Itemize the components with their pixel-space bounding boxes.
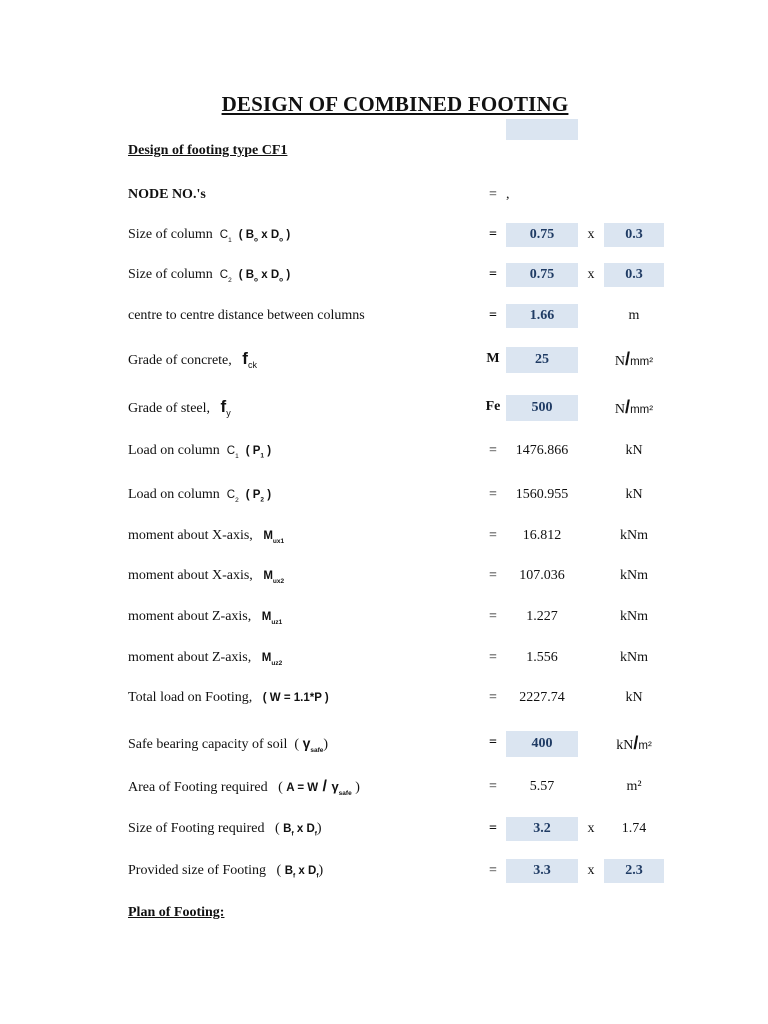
label-text: Grade of steel, bbox=[128, 401, 211, 416]
column-distance-equals: = bbox=[489, 308, 497, 323]
moment-ux2-label bbox=[128, 562, 284, 590]
page-title: DESIGN OF COMBINED FOOTING bbox=[221, 92, 569, 116]
width-subscript: o bbox=[254, 276, 259, 284]
column-subscript: 2 bbox=[235, 496, 239, 504]
depth-subscript: o bbox=[279, 276, 284, 284]
node-label: NODE NO.'s bbox=[128, 187, 206, 202]
label-text: Load on column bbox=[128, 443, 220, 458]
node-equals: = bbox=[489, 187, 497, 202]
column-subscript: 1 bbox=[235, 452, 239, 460]
label-text: Size of Footing required bbox=[128, 821, 265, 836]
concrete-grade-label bbox=[128, 345, 257, 373]
load-symbol: P bbox=[252, 445, 261, 457]
moment-subscript: ux2 bbox=[272, 577, 285, 585]
label-text: Grade of concrete, bbox=[128, 353, 232, 368]
width-subscript: f bbox=[293, 872, 296, 880]
row-moment-ux2 bbox=[0, 562, 768, 590]
depth-symbol: D bbox=[306, 823, 315, 835]
column-c1-width-input[interactable]: 0.75 bbox=[506, 223, 578, 247]
depth-symbol: D bbox=[270, 269, 280, 281]
moment-uz1-label bbox=[128, 603, 282, 631]
concrete-grade-input[interactable]: 25 bbox=[506, 347, 578, 373]
load-c1-value: 1476.866 bbox=[515, 443, 569, 458]
area-required-label: Area of Footing required ( $A = W / \gamma_{safe}$ ) bbox=[128, 778, 360, 797]
unit-numerator: N bbox=[614, 354, 626, 369]
moment-ux1-equals: = bbox=[489, 528, 497, 543]
depth-symbol: D bbox=[270, 229, 280, 241]
moment-ux1-label bbox=[128, 522, 284, 550]
load-c2-label: Load on column $C_2$ ( $P_2$ ) bbox=[128, 487, 272, 504]
footing-size-provided-times: x bbox=[587, 863, 595, 878]
sbc-label: Safe bearing capacity of soil ( $\gamma_{safe}$) bbox=[128, 735, 329, 754]
plan-of-footing-heading: Plan of Footing: bbox=[128, 905, 225, 920]
moment-symbol: M bbox=[261, 652, 272, 664]
steel-grade-unit: N/mm² bbox=[614, 397, 654, 417]
depth-subscript: f bbox=[314, 830, 317, 838]
moment-symbol: M bbox=[263, 530, 273, 542]
column-symbol: C bbox=[219, 269, 229, 281]
footing-width-required-input[interactable]: 3.2 bbox=[506, 817, 578, 841]
row-moment-uz1 bbox=[0, 603, 768, 631]
column-c2-size-label: Size of column $C_2$ ( $B_o$ x $D_o$ ) bbox=[128, 267, 291, 284]
label-text: moment about Z-axis, bbox=[128, 650, 252, 665]
row-column-c1-size bbox=[0, 221, 768, 249]
total-load-value: 2227.74 bbox=[519, 690, 565, 705]
total-load-equals: = bbox=[489, 690, 497, 705]
load-c1-equals: = bbox=[489, 443, 497, 458]
row-area-required bbox=[0, 773, 768, 801]
label-text: Provided size of Footing bbox=[128, 863, 267, 878]
total-load-formula: ( W = 1.1*P ) bbox=[262, 692, 329, 704]
gamma-subscript: safe bbox=[310, 746, 324, 754]
label-text: Area of Footing required bbox=[128, 780, 268, 795]
fy-symbol: f bbox=[220, 397, 227, 416]
row-column-distance bbox=[0, 302, 768, 330]
gamma-symbol: γ bbox=[331, 779, 339, 794]
fck-subscript: ck bbox=[247, 359, 257, 370]
label-text: Size of column bbox=[128, 267, 213, 282]
sbc-unit: kN/m² bbox=[616, 733, 652, 753]
column-c1-size-label: Size of column $C_1$ ( $B_o$ x $D_o$ ) bbox=[128, 227, 291, 244]
width-subscript: o bbox=[254, 236, 259, 244]
total-load-label bbox=[128, 684, 329, 712]
steel-grade-label bbox=[128, 393, 231, 421]
label-text: Size of column bbox=[128, 227, 213, 242]
moment-uz2-equals: = bbox=[489, 650, 497, 665]
unit-denominator: mm² bbox=[630, 404, 654, 416]
footing-type-heading: Design of footing type CF1 bbox=[128, 143, 288, 158]
load-subscript: 1 bbox=[260, 452, 265, 460]
unit-numerator: N bbox=[614, 402, 626, 417]
column-subscript: 2 bbox=[228, 276, 232, 284]
unit-denominator: mm² bbox=[630, 356, 654, 368]
steel-grade-input[interactable]: 500 bbox=[506, 395, 578, 421]
footing-size-required-label: Size of Footing required ( $B_f$ x $D_f$) bbox=[128, 821, 322, 838]
load-subscript: 2 bbox=[260, 496, 265, 504]
unit-numerator: kN bbox=[616, 738, 634, 753]
column-c1-times: x bbox=[587, 227, 595, 242]
column-c1-equals: = bbox=[489, 227, 497, 242]
moment-symbol: M bbox=[261, 611, 272, 623]
width-symbol: B bbox=[245, 269, 255, 281]
depth-symbol: D bbox=[308, 865, 317, 877]
row-moment-uz2 bbox=[0, 644, 768, 672]
moment-ux2-unit: kNm bbox=[620, 568, 648, 583]
width-subscript: f bbox=[291, 830, 294, 838]
label-text: Safe bearing capacity of soil bbox=[128, 737, 288, 752]
load-c1-label: Load on column $C_1$ ( $P_1$ ) bbox=[128, 443, 272, 460]
depth-subscript: o bbox=[279, 236, 284, 244]
footing-size-required-equals: = bbox=[489, 821, 497, 836]
footing-size-provided-label: Provided size of Footing ( $B_f$ x $D_f$) bbox=[128, 863, 324, 880]
column-distance-unit: m bbox=[628, 308, 640, 323]
row-load-c1 bbox=[0, 437, 768, 465]
row-concrete-grade bbox=[0, 345, 768, 373]
moment-uz2-unit: kNm bbox=[620, 650, 648, 665]
column-subscript: 1 bbox=[228, 236, 232, 244]
footing-size-required-times: x bbox=[587, 821, 595, 836]
row-load-c2 bbox=[0, 481, 768, 509]
node-value[interactable]: , bbox=[506, 187, 510, 202]
column-distance-input[interactable]: 1.66 bbox=[506, 304, 578, 328]
load-c2-unit: kN bbox=[625, 487, 643, 502]
row-steel-grade bbox=[0, 393, 768, 421]
unit-denominator: m² bbox=[638, 740, 652, 752]
moment-ux1-unit: kNm bbox=[620, 528, 648, 543]
gamma-subscript: safe bbox=[338, 789, 352, 797]
width-symbol: B bbox=[245, 229, 255, 241]
depth-subscript: f bbox=[316, 872, 319, 880]
moment-uz1-equals: = bbox=[489, 609, 497, 624]
sbc-equals: = bbox=[489, 735, 497, 750]
label-text: moment about Z-axis, bbox=[128, 609, 252, 624]
column-c2-width-input[interactable]: 0.75 bbox=[506, 263, 578, 287]
area-required-value: 5.57 bbox=[529, 779, 555, 794]
load-c1-unit: kN bbox=[625, 443, 643, 458]
fy-subscript: y bbox=[226, 407, 231, 418]
width-symbol: B bbox=[283, 823, 292, 835]
area-formula: A = W bbox=[286, 782, 319, 794]
moment-subscript: ux1 bbox=[272, 537, 285, 545]
footing-depth-required-value: 1.74 bbox=[621, 821, 647, 836]
concrete-grade-unit: N/mm² bbox=[614, 349, 654, 369]
column-distance-label: centre to centre distance between columns bbox=[128, 308, 365, 323]
moment-ux2-equals: = bbox=[489, 568, 497, 583]
load-symbol: P bbox=[252, 489, 261, 501]
total-load-unit: kN bbox=[625, 690, 643, 705]
moment-subscript: uz1 bbox=[271, 618, 283, 626]
row-moment-ux1 bbox=[0, 522, 768, 550]
moment-uz2-value: 1.556 bbox=[526, 650, 558, 665]
label-text: Total load on Footing, bbox=[128, 690, 253, 705]
column-symbol: C bbox=[226, 489, 236, 501]
sbc-input[interactable]: 400 bbox=[506, 731, 578, 757]
column-c2-equals: = bbox=[489, 267, 497, 282]
moment-uz1-value: 1.227 bbox=[526, 609, 558, 624]
label-text: moment about X-axis, bbox=[128, 528, 253, 543]
blank-input-cell[interactable] bbox=[506, 119, 578, 140]
label-text: Load on column bbox=[128, 487, 220, 502]
load-c2-equals: = bbox=[489, 487, 497, 502]
load-c2-value: 1560.955 bbox=[515, 487, 569, 502]
moment-uz2-label bbox=[128, 644, 282, 672]
concrete-grade-prefix: M bbox=[486, 351, 500, 366]
row-column-c2-size bbox=[0, 261, 768, 289]
area-required-unit: m² bbox=[626, 779, 642, 794]
moment-uz1-unit: kNm bbox=[620, 609, 648, 624]
column-symbol: C bbox=[219, 229, 229, 241]
label-text: moment about X-axis, bbox=[128, 568, 253, 583]
fck-symbol: f bbox=[242, 349, 248, 368]
moment-ux1-value: 16.812 bbox=[522, 528, 562, 543]
moment-symbol: M bbox=[263, 570, 273, 582]
area-required-equals: = bbox=[489, 779, 497, 794]
row-node-numbers bbox=[0, 181, 768, 209]
column-c2-depth-input[interactable]: 0.3 bbox=[604, 263, 664, 287]
moment-subscript: uz2 bbox=[271, 659, 283, 667]
footing-size-provided-equals: = bbox=[489, 863, 497, 878]
row-safe-bearing-capacity bbox=[0, 729, 768, 757]
gamma-symbol: γ bbox=[302, 735, 311, 751]
column-symbol: C bbox=[226, 445, 236, 457]
row-footing-size-provided bbox=[0, 857, 768, 885]
width-symbol: B bbox=[284, 865, 294, 877]
steel-grade-prefix: Fe bbox=[485, 399, 501, 414]
moment-ux2-value: 107.036 bbox=[519, 568, 565, 583]
footing-depth-provided-input[interactable]: 2.3 bbox=[604, 859, 664, 883]
column-c2-times: x bbox=[587, 267, 595, 282]
footing-width-provided-input[interactable]: 3.3 bbox=[506, 859, 578, 883]
column-c1-depth-input[interactable]: 0.3 bbox=[604, 223, 664, 247]
row-footing-size-required bbox=[0, 815, 768, 843]
row-total-load bbox=[0, 684, 768, 712]
